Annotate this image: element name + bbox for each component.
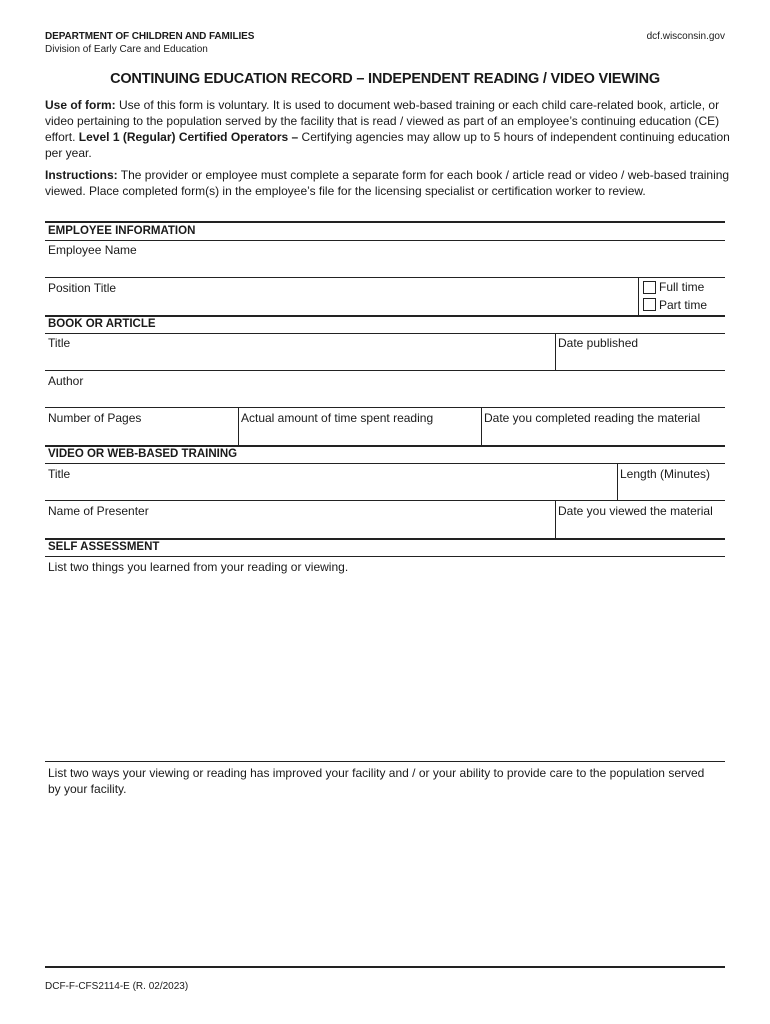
self-assessment-heading: SELF ASSESSMENT xyxy=(48,541,160,553)
presenter-label: Name of Presenter xyxy=(48,504,149,518)
level1-operators-label: Level 1 (Regular) Certified Operators – xyxy=(78,130,299,144)
field-rule xyxy=(45,761,725,762)
section-rule xyxy=(45,556,725,557)
book-title-label: Title xyxy=(48,336,71,350)
improvement-prompt: List two ways your viewing or reading has improved your facility and / or your ability to provide care to the population served by your facility. xyxy=(48,766,705,796)
use-of-form-label: Use of form: xyxy=(45,98,116,112)
section-top-rule xyxy=(45,315,725,317)
form-number: DCF-F-CFS2114-E (R. 02/2023) xyxy=(45,981,189,992)
time-spent-label: Actual amount of time spent reading xyxy=(241,411,434,425)
full-time-label: Full time xyxy=(659,280,705,294)
instructions-label: Instructions: xyxy=(45,168,118,182)
book-title-field[interactable] xyxy=(45,334,554,370)
bottom-rule xyxy=(45,966,725,968)
instructions-text: The provider or employee must complete a separate form for each book / article read or video / web-based training viewed. Place completed form(s) in the employee’s file for the licensing specialist or certification worker to review. xyxy=(45,168,730,198)
section-top-rule xyxy=(45,445,725,447)
website-link[interactable]: dcf.wisconsin.gov xyxy=(646,31,725,42)
date-completed-field[interactable] xyxy=(482,408,725,445)
part-time-checkbox[interactable] xyxy=(643,298,656,311)
video-title-field[interactable] xyxy=(45,464,616,500)
improvement-answer-area[interactable] xyxy=(45,800,725,965)
employee-information-heading: EMPLOYEE INFORMATION xyxy=(48,225,196,237)
learned-prompt: List two things you learned from your reading or viewing. xyxy=(48,560,349,574)
date-completed-label: Date you completed reading the material xyxy=(484,411,701,425)
use-of-form-paragraph xyxy=(45,97,730,161)
author-field[interactable] xyxy=(45,371,725,407)
section-top-rule xyxy=(45,221,725,223)
use-of-form-text: Use of this form is voluntary. It is used to document web-based training or each child care-related book, article, or video pertaining to the population served by the facility that is read / viewed as part of an employee’s continuing education (CE) effort. xyxy=(45,98,720,144)
author-label: Author xyxy=(48,374,84,388)
date-viewed-label: Date you viewed the material xyxy=(558,504,713,518)
section-top-rule xyxy=(45,538,725,540)
number-of-pages-field[interactable] xyxy=(45,408,237,445)
date-published-field[interactable] xyxy=(556,334,725,370)
employee-name-label: Employee Name xyxy=(48,243,137,257)
learned-answer-area[interactable] xyxy=(45,578,725,760)
use-of-form-text-2: Certifying agencies may allow up to 5 hours of independent continuing education per year. xyxy=(45,130,730,160)
form-title: CONTINUING EDUCATION RECORD – INDEPENDENT READING / VIDEO VIEWING xyxy=(110,71,660,87)
employee-name-field[interactable] xyxy=(45,241,725,277)
book-or-article-heading: BOOK OR ARTICLE xyxy=(48,318,156,330)
number-of-pages-label: Number of Pages xyxy=(48,411,142,425)
full-time-checkbox[interactable] xyxy=(643,281,656,294)
length-minutes-field[interactable] xyxy=(618,464,725,500)
video-training-heading: VIDEO OR WEB-BASED TRAINING xyxy=(48,448,238,460)
length-minutes-label: Length (Minutes) xyxy=(620,467,711,481)
instructions-paragraph xyxy=(45,167,730,199)
field-divider xyxy=(638,277,639,315)
presenter-field[interactable] xyxy=(45,501,554,538)
part-time-label: Part time xyxy=(659,298,708,312)
department-name: DEPARTMENT OF CHILDREN AND FAMILIES xyxy=(45,31,255,42)
time-spent-field[interactable] xyxy=(239,408,480,445)
division-name: Division of Early Care and Education xyxy=(45,44,208,55)
date-published-label: Date published xyxy=(558,336,639,350)
position-title-field[interactable] xyxy=(45,278,637,315)
video-title-label: Title xyxy=(48,467,71,481)
date-viewed-field[interactable] xyxy=(556,501,725,538)
position-title-label: Position Title xyxy=(48,281,117,295)
